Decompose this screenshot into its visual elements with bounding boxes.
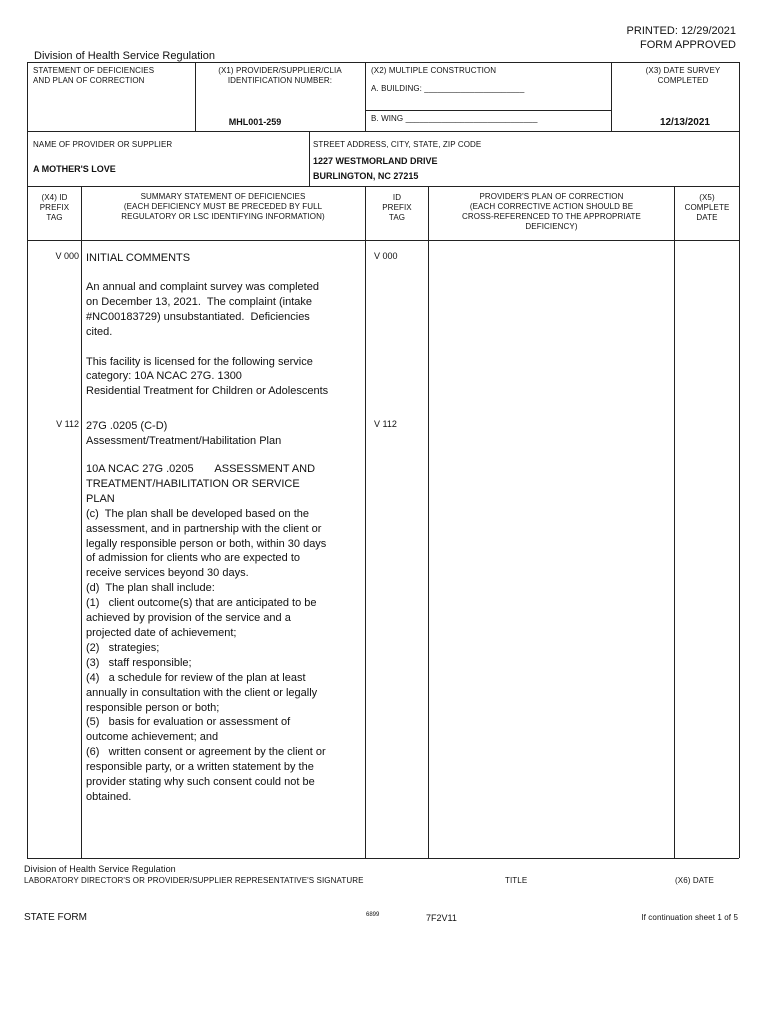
state-form-label: STATE FORM xyxy=(24,912,87,923)
entry-text: 10A NCAC 27G .0205 ASSESSMENT AND TREATMENT/HABILITATION OR SERVICE PLAN (c) The plan shall be developed based on the assessment, and in partnership with the client or legally responsible person or both, within 30 days of admission for clients who are expected to receive services beyond 30 days. (d) The plan shall include: (1) client outcome(s) that are anticipated to be achieved by provision of the service and a projected date of achievement; (2) strategies; (3) staff responsible; (4) a schedule for review of the plan at least annually in consultation with the client or legally responsible person or both; (5) basis for evaluation or assessment of outcome achievement; and (6) written consent or agreement by the client or responsible party, or a written statement by the provider stating why such consent could not be obtained. xyxy=(86,463,327,803)
x6-date-label: (X6) DATE xyxy=(675,876,714,885)
form-code: 6899 xyxy=(366,912,380,918)
address-line1: 1227 WESTMORLAND DRIVE xyxy=(313,156,438,166)
id-column-header: ID PREFIX TAG xyxy=(382,193,412,222)
printed-date: PRINTED: 12/29/2021 xyxy=(626,25,736,37)
x5-column-header: (X5) COMPLETE DATE xyxy=(684,193,730,222)
title-label: TITLE xyxy=(505,876,528,885)
survey-completed-date: 12/13/2021 xyxy=(659,117,710,128)
entry-text: An annual and complaint survey was completed on December 13, 2021. The complaint (intake #NC00183729) unsubstantiated. Deficiencies cited. This facility is licensed for the following service category: 10A NCAC 27G. 1300 Residential Treatment for Children or Adolescents xyxy=(86,281,329,398)
form-approved: FORM APPROVED xyxy=(640,39,736,51)
signature-label: LABORATORY DIRECTOR'S OR PROVIDER/SUPPLIER REPRESENTATIVE'S SIGNATURE xyxy=(24,876,364,885)
entry-id-tag: V 112 xyxy=(374,419,397,429)
continuation-sheet: If continuation sheet 1 of 5 xyxy=(641,913,738,922)
plan-column-header: PROVIDER'S PLAN OF CORRECTION (EACH CORRECTIVE ACTION SHOULD BE CROSS-REFERENCED TO THE APPROPRIATE DEFICIENCY) xyxy=(462,192,641,231)
address-line2: BURLINGTON, NC 27215 xyxy=(313,171,419,181)
x1-label: (X1) PROVIDER/SUPPLIER/CLIA IDENTIFICATION NUMBER: xyxy=(218,66,342,85)
statement-label: STATEMENT OF DEFICIENCIES AND PLAN OF CORRECTION xyxy=(33,66,155,85)
x4-column-header: (X4) ID PREFIX TAG xyxy=(39,193,70,222)
provider-name-value: A MOTHER'S LOVE xyxy=(33,164,116,174)
x3-label: (X3) DATE SURVEY COMPLETED xyxy=(645,66,721,85)
entry-tag: V 112 xyxy=(56,419,79,429)
street-address-label: STREET ADDRESS, CITY, STATE, ZIP CODE xyxy=(313,140,482,149)
summary-column-header: SUMMARY STATEMENT OF DEFICIENCIES (EACH DEFICIENCY MUST BE PRECEDED BY FULL REGULATORY OR LSC IDENTIFYING INFORMATION) xyxy=(121,192,325,221)
provider-name-label: NAME OF PROVIDER OR SUPPLIER xyxy=(33,140,173,149)
wing-label: B. WING _____________________________ xyxy=(371,114,538,123)
building-label: A. BUILDING: ______________________ xyxy=(371,84,525,93)
agency-name: Division of Health Service Regulation xyxy=(34,50,215,62)
entry-tag: V 000 xyxy=(55,251,79,261)
entry-id-tag: V 000 xyxy=(374,251,398,261)
provider-id-value: MHL001-259 xyxy=(228,117,282,127)
entry-title: INITIAL COMMENTS xyxy=(86,252,191,264)
x2-label: (X2) MULTIPLE CONSTRUCTION xyxy=(371,66,497,75)
event-id: 7F2V11 xyxy=(426,913,457,923)
entry-title: 27G .0205 (C-D) Assessment/Treatment/Habilitation Plan xyxy=(86,420,282,447)
footer-agency: Division of Health Service Regulation xyxy=(24,864,176,874)
